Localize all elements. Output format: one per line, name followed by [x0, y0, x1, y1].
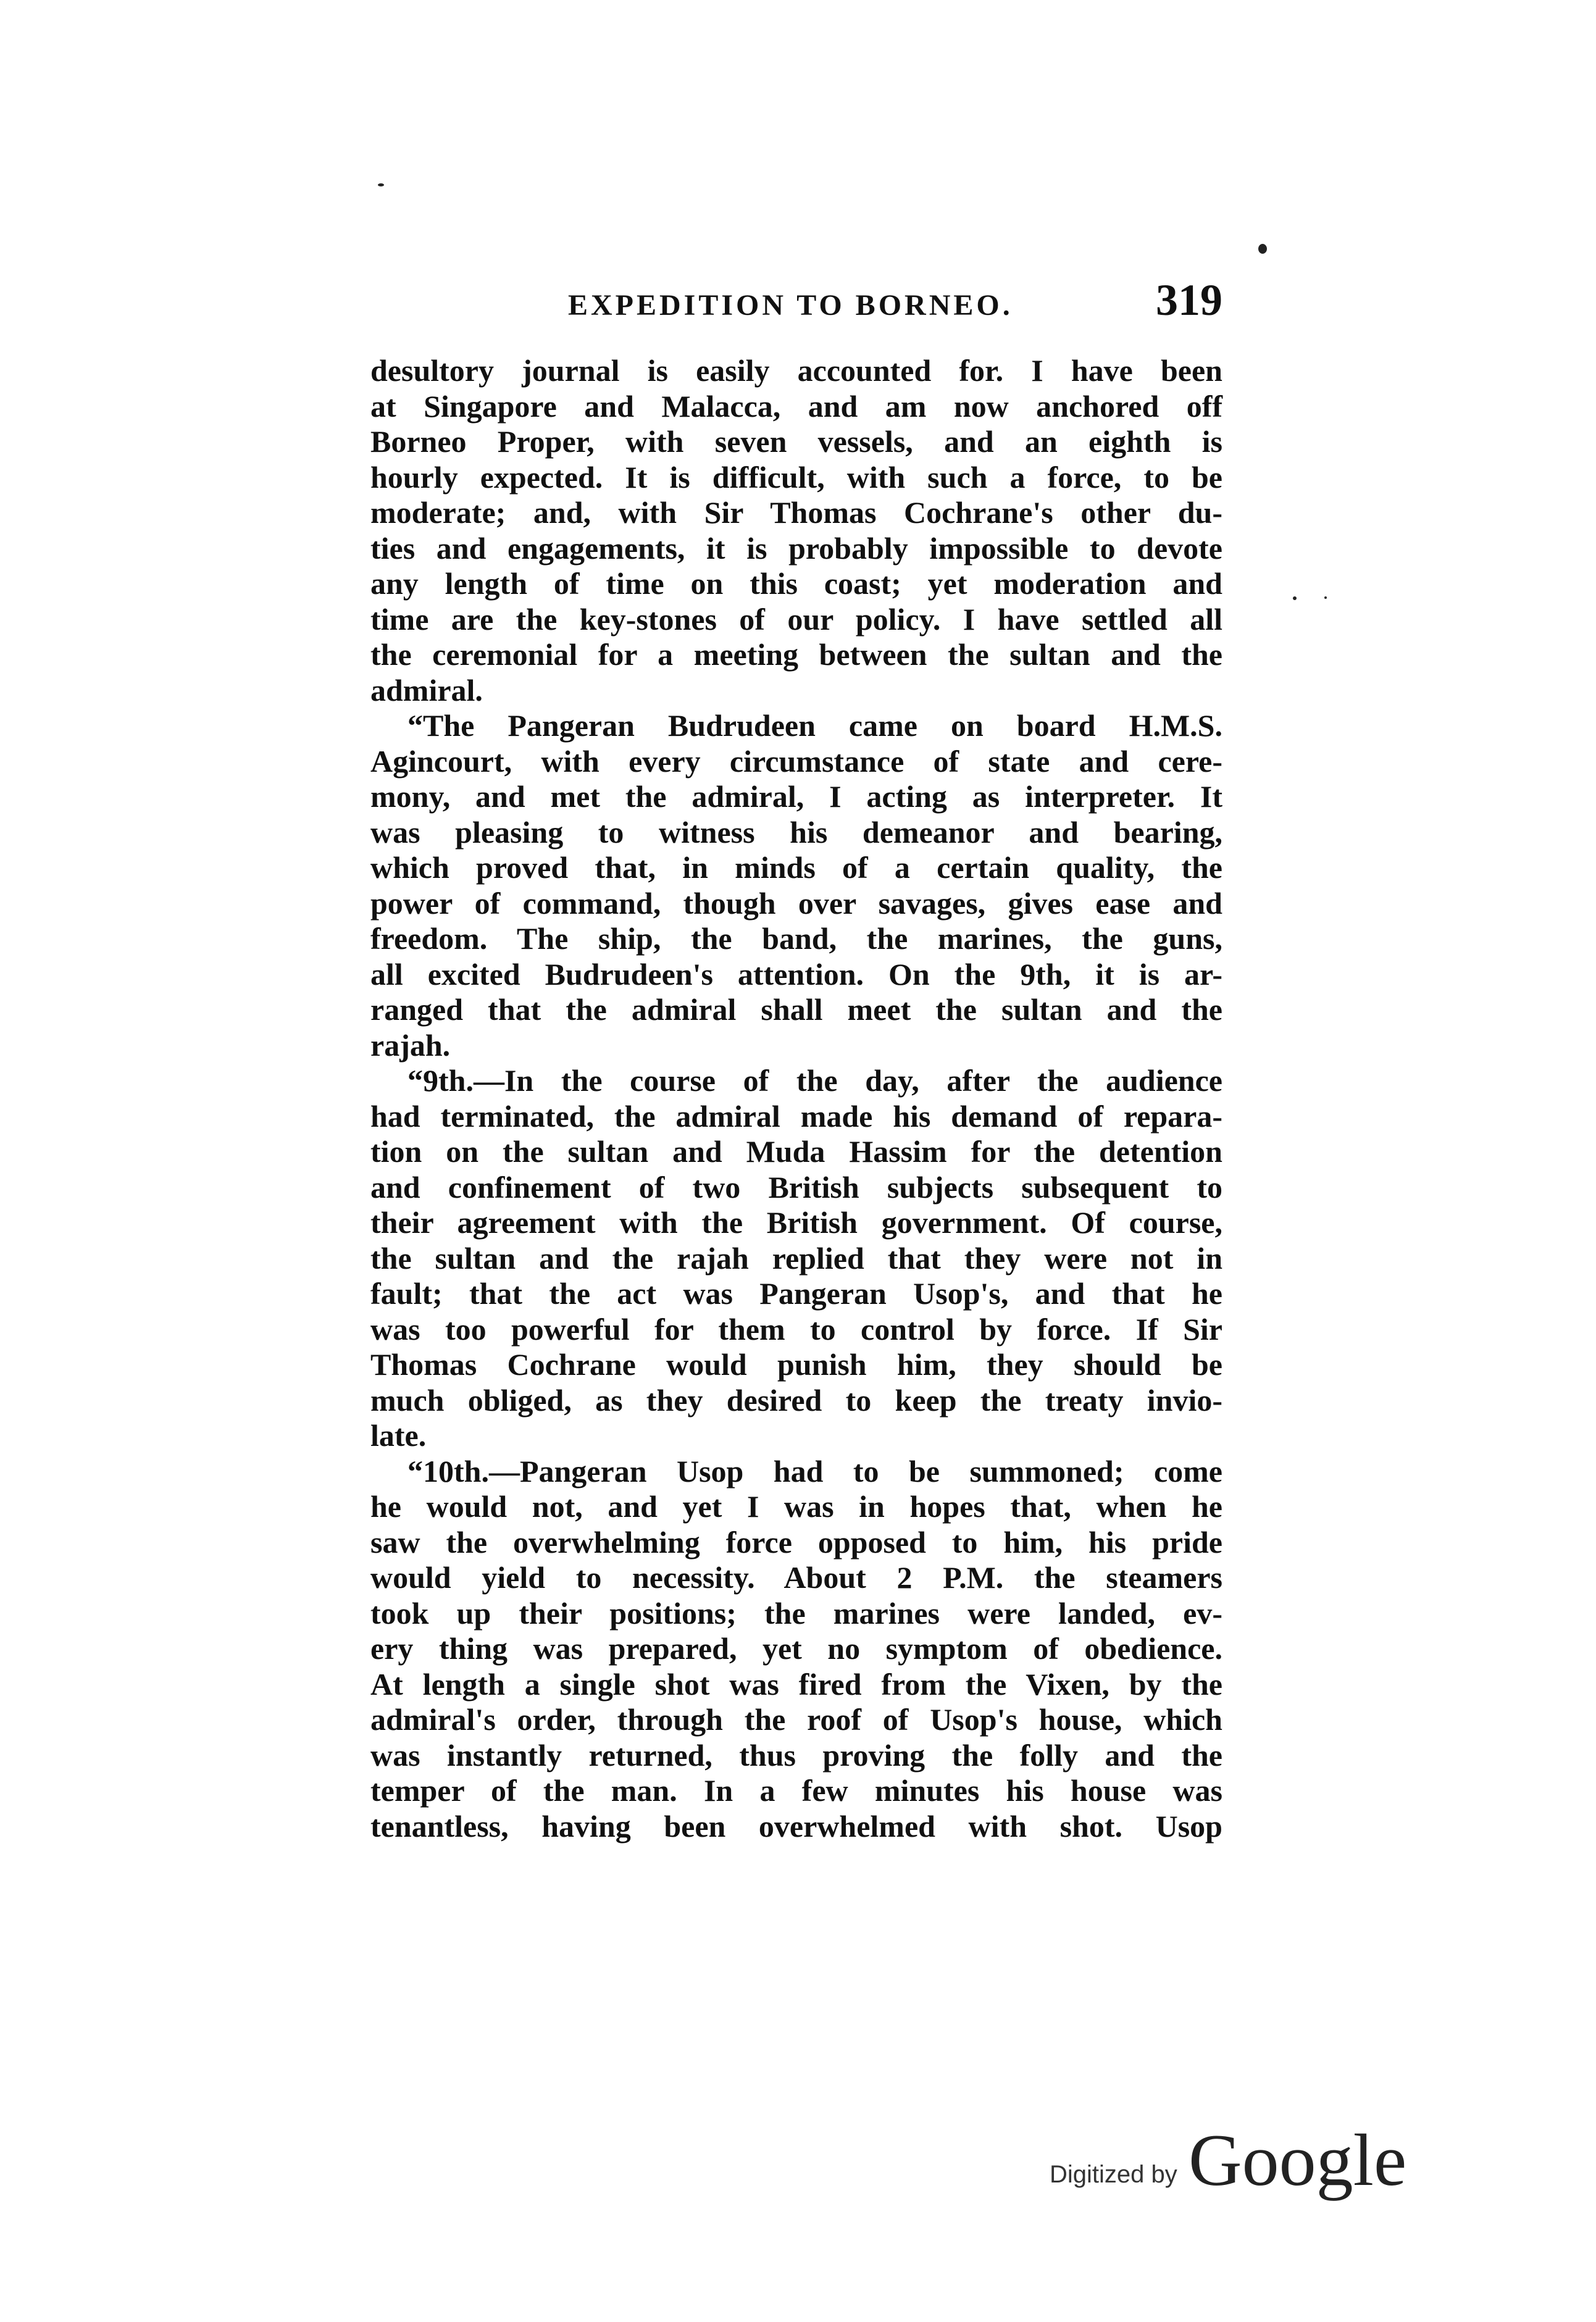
- digitized-by-google-watermark: [1050, 2118, 1420, 2204]
- text-line: had terminated, the admiral made his demand of repara-: [370, 1098, 1222, 1134]
- watermark-prefix: Digitized by: [1050, 2161, 1177, 2188]
- page-header: [370, 275, 1222, 330]
- scan-speck: [1258, 244, 1267, 254]
- text-line: moderate; and, with Sir Thomas Cochrane's other du-: [370, 495, 1222, 530]
- text-line: “10th.—Pangeran Usop had to be summoned; come: [407, 1453, 1222, 1489]
- text-line: freedom. The ship, the band, the marines, the guns,: [370, 921, 1222, 956]
- text-line: the ceremonial for a meeting between the sultan and the: [370, 637, 1222, 672]
- scan-speck: [378, 183, 384, 186]
- text-line: ery thing was prepared, yet no symptom of obedience.: [370, 1631, 1222, 1666]
- text-line: At length a single shot was fired from the Vixen, by the: [370, 1666, 1222, 1702]
- text-line: tion on the sultan and Muda Hassim for the detention: [370, 1134, 1222, 1169]
- text-line: was instantly returned, thus proving the folly and the: [370, 1737, 1222, 1773]
- text-line: all excited Budrudeen's attention. On the 9th, it is ar-: [370, 956, 1222, 992]
- google-logo: Google: [1189, 2119, 1407, 2201]
- text-line: saw the overwhelming force opposed to him, his pride: [370, 1524, 1222, 1560]
- text-line: “9th.—In the course of the day, after the audience: [407, 1063, 1222, 1098]
- text-line: tenantless, having been overwhelmed with shot. Usop: [370, 1808, 1222, 1844]
- text-line: admiral's order, through the roof of Usop's house, which: [370, 1702, 1222, 1737]
- text-line: much obliged, as they desired to keep the treaty invio-: [370, 1382, 1222, 1418]
- text-line: he would not, and yet I was in hopes that, when he: [370, 1489, 1222, 1524]
- text-line: desultory journal is easily accounted for. I have been: [370, 353, 1222, 388]
- body-text: [370, 353, 1222, 1844]
- running-head: EXPEDITION TO BORNEO.: [568, 289, 1013, 322]
- text-line: Agincourt, with every circumstance of state and cere-: [370, 743, 1222, 779]
- text-line: ranged that the admiral shall meet the sultan and the: [370, 992, 1222, 1027]
- text-line: their agreement with the British government. Of course,: [370, 1205, 1222, 1240]
- text-line: “The Pangeran Budrudeen came on board H.M.S.: [407, 708, 1222, 743]
- text-line: Borneo Proper, with seven vessels, and an eighth is: [370, 424, 1222, 459]
- text-line: was too powerful for them to control by force. If Sir: [370, 1311, 1222, 1347]
- text-line: Thomas Cochrane would punish him, they should be: [370, 1347, 1222, 1382]
- text-line: temper of the man. In a few minutes his house was: [370, 1773, 1222, 1808]
- page-number: 319: [1156, 275, 1222, 325]
- text-line: the sultan and the rajah replied that they were not in: [370, 1240, 1222, 1276]
- text-line: time are the key-stones of our policy. I have settled all: [370, 601, 1222, 637]
- text-line: at Singapore and Malacca, and am now anchored off: [370, 388, 1222, 424]
- text-line: which proved that, in minds of a certain quality, the: [370, 850, 1222, 885]
- scan-speck: [1324, 596, 1327, 599]
- text-line: power of command, though over savages, gives ease and: [370, 885, 1222, 921]
- scan-speck: [1293, 596, 1297, 600]
- text-line: fault; that the act was Pangeran Usop's, and that he: [370, 1276, 1222, 1311]
- text-line: hourly expected. It is difficult, with such a force, to be: [370, 459, 1222, 495]
- text-line: admiral.: [370, 672, 483, 708]
- text-line: would yield to necessity. About 2 P.M. the steamers: [370, 1560, 1222, 1595]
- text-line: late.: [370, 1418, 427, 1453]
- text-line: ties and engagements, it is probably impossible to devote: [370, 530, 1222, 566]
- text-line: any length of time on this coast; yet moderation and: [370, 566, 1222, 601]
- text-line: mony, and met the admiral, I acting as interpreter. It: [370, 779, 1222, 814]
- text-line: and confinement of two British subjects subsequent to: [370, 1169, 1222, 1205]
- text-line: took up their positions; the marines were landed, ev-: [370, 1595, 1222, 1631]
- text-line: rajah.: [370, 1027, 451, 1063]
- text-line: was pleasing to witness his demeanor and bearing,: [370, 814, 1222, 850]
